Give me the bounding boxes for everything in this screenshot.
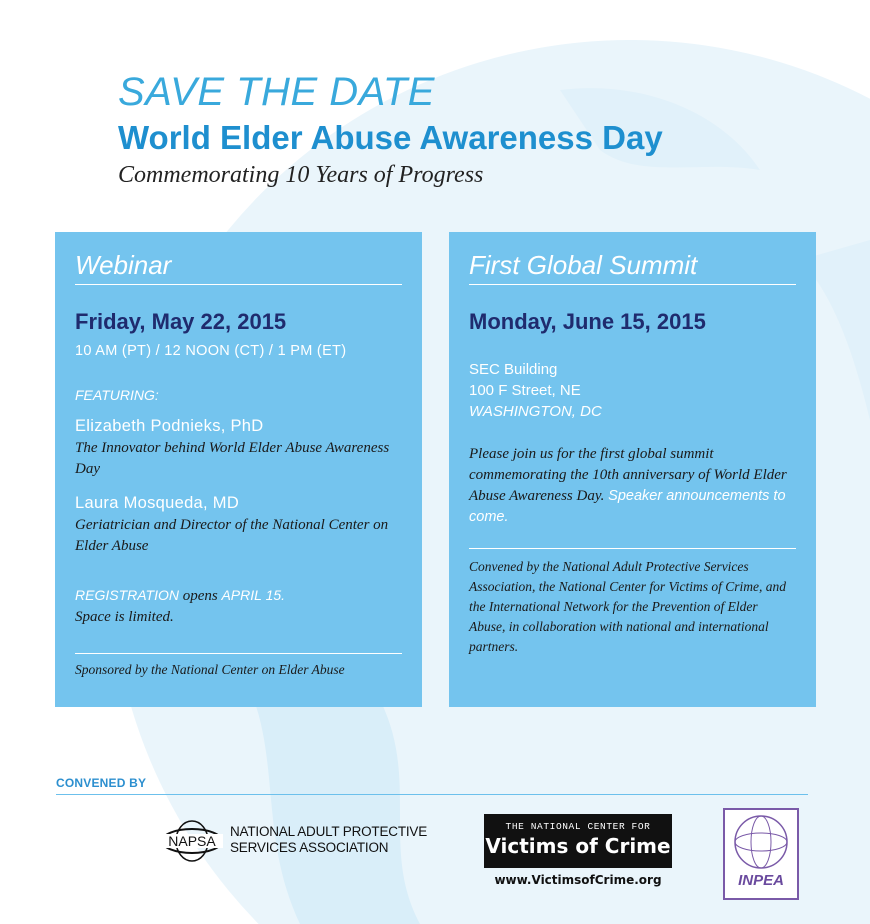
speaker-role: The Innovator behind World Elder Abuse Awareness Day (75, 440, 390, 477)
webinar-time: 10 AM (PT) / 12 NOON (CT) / 1 PM (ET) (75, 343, 347, 359)
venue-city: WASHINGTON, DC (469, 403, 602, 420)
speaker-name: Elizabeth Podnieks, PhD (75, 417, 264, 435)
invite-text: Please join us for the first global summit commemorating the 10th anniversary of World Elder Abuse Awareness Day. (469, 446, 787, 504)
speaker-name: Laura Mosqueda, MD (75, 494, 240, 512)
save-the-date-heading: SAVE THE DATE (118, 70, 435, 114)
space-limited: Space is limited. (75, 609, 174, 625)
featuring-label: FEATURING: (75, 387, 159, 403)
inpea-logo (723, 808, 799, 900)
venue-street: 100 F Street, NE (469, 382, 581, 399)
vcrime-main-text: Victims of Crime (485, 834, 671, 858)
napsa-globe-icon (155, 818, 229, 864)
header (118, 70, 663, 190)
summit-heading: First Global Summit (469, 250, 796, 285)
divider (469, 548, 796, 549)
webinar-heading: Webinar (75, 250, 402, 285)
napsa-line1: NATIONAL ADULT PROTECTIVE (230, 824, 428, 839)
registration-word: REGISTRATION (75, 587, 179, 603)
webinar-panel (55, 232, 422, 707)
vcrime-top-text: THE NATIONAL CENTER FOR (505, 821, 651, 832)
victims-of-crime-logo (484, 814, 672, 868)
event-title: World Elder Abuse Awareness Day (118, 119, 663, 156)
divider (56, 794, 808, 795)
speakers-soon: Speaker announcements to come. (469, 488, 786, 525)
vcrime-url: www.VictimsofCrime.org (494, 873, 662, 887)
napsa-logo (155, 818, 445, 864)
convened-text: Convened by the National Adult Protective Services Association, the National Center for Victims of Crime, and the International Network for the Prevention of Elder Abuse, in collaboration with national and international partners. (469, 559, 786, 654)
summit-venue (469, 359, 796, 422)
napsa-abbr: NAPSA (168, 833, 216, 849)
webinar-date: Friday, May 22, 2015 (75, 309, 287, 334)
registration-mid: opens (178, 588, 222, 604)
summit-panel (449, 232, 816, 707)
event-subtitle: Commemorating 10 Years of Progress (118, 162, 484, 188)
inpea-seal-icon (725, 810, 797, 872)
summit-invite (469, 444, 796, 528)
inpea-name: INPEA (738, 872, 784, 889)
registration-date: APRIL 15. (221, 587, 286, 603)
venue-building: SEC Building (469, 361, 558, 378)
napsa-line2: SERVICES ASSOCIATION (230, 840, 389, 855)
registration-notice (75, 585, 402, 628)
sponsor-text: Sponsored by the National Center on Elder Abuse (75, 662, 345, 677)
napsa-name (230, 824, 427, 856)
divider (75, 653, 402, 654)
summit-date: Monday, June 15, 2015 (469, 309, 706, 334)
convened-by-label: CONVENED BY (56, 776, 147, 790)
speaker-role: Geriatrician and Director of the National Center on Elder Abuse (75, 517, 389, 554)
